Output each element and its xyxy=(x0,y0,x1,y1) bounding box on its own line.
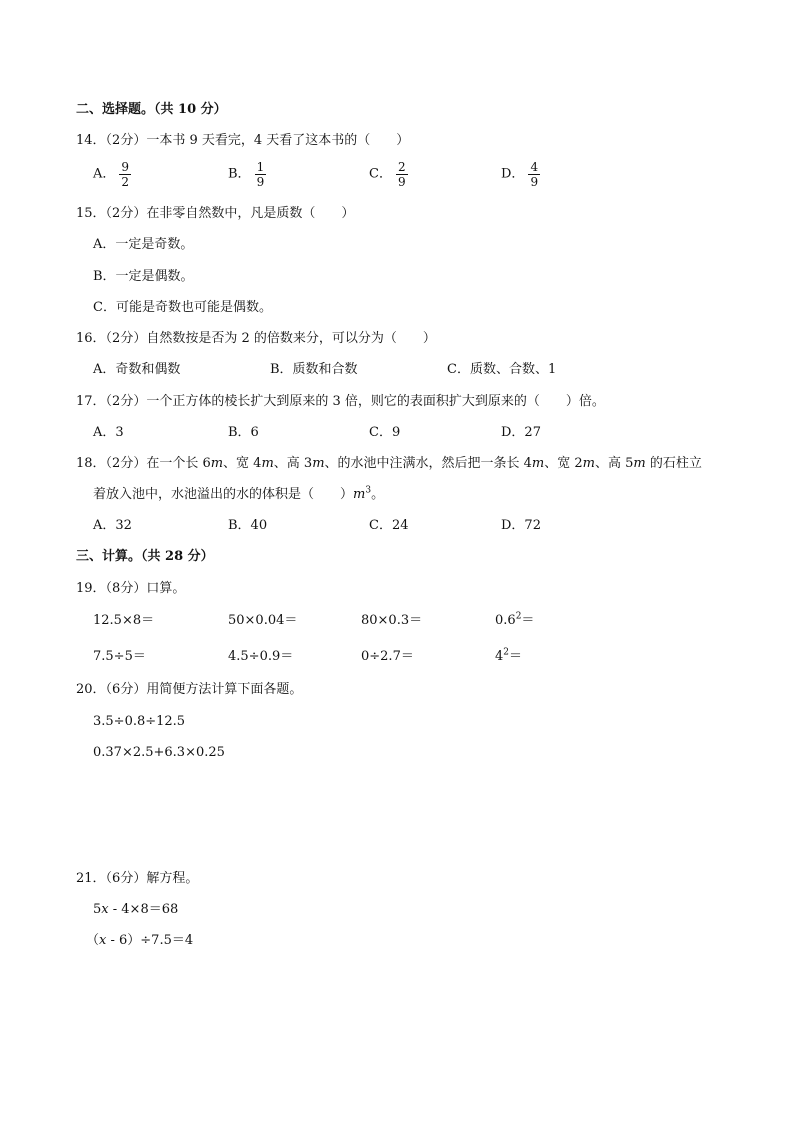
q15-option-b[interactable]: B．一定是偶数。 xyxy=(93,269,194,284)
stem-text: 的石柱立 xyxy=(645,456,702,471)
equation xyxy=(93,901,178,919)
q15-option-a[interactable]: A．一定是奇数。 xyxy=(93,237,194,252)
base: 4 xyxy=(495,649,504,664)
question-14-stem: 14．（2分）一本书 9 天看完，4 天看了这本书的（ ） xyxy=(76,133,410,148)
q14-option-c[interactable] xyxy=(369,160,408,189)
q18-option-c[interactable]: C．24 xyxy=(369,518,409,533)
q16-option-a[interactable]: A．奇数和偶数 xyxy=(93,362,181,377)
paren: （ xyxy=(86,933,100,948)
question-15-stem: 15．（2分）在非零自然数中，凡是质数（ ） xyxy=(76,206,355,221)
stem-text: 、高 5 xyxy=(594,456,634,471)
question-17-stem: 17．（2分）一个正方体的棱长扩大到原来的 3 倍，则它的表面积扩大到原来的（ ）倍。 xyxy=(76,394,605,409)
question-16-stem: 16．（2分）自然数按是否为 2 的倍数来分，可以分为（ ） xyxy=(76,331,436,346)
fraction xyxy=(119,160,131,189)
section-title: 二、选择题。（共 10 分） xyxy=(76,102,227,117)
stem-text: 、宽 4 xyxy=(223,456,262,471)
q17-option-a[interactable]: A．3 xyxy=(93,425,124,440)
mental-math-item xyxy=(495,648,522,666)
equation-rest: - 4×8＝68 xyxy=(108,902,179,917)
mental-math-item: 80×0.3＝ xyxy=(361,613,423,628)
numerator: 1 xyxy=(256,160,265,174)
fraction xyxy=(255,160,267,189)
mental-math-item: 0÷2.7＝ xyxy=(361,649,414,664)
option-label: B． xyxy=(228,166,251,182)
numerator: 2 xyxy=(397,160,406,174)
mental-math-item: 4.5÷0.9＝ xyxy=(228,649,294,664)
exponent: 2 xyxy=(503,647,510,658)
q17-option-c[interactable]: C．9 xyxy=(369,425,401,440)
option-label: C． xyxy=(369,166,392,182)
base: 0.6 xyxy=(495,613,516,628)
denominator: 2 xyxy=(121,175,130,189)
q16-option-b[interactable]: B．质数和合数 xyxy=(270,362,358,377)
numerator: 4 xyxy=(530,160,539,174)
q18-option-d[interactable]: D．72 xyxy=(501,518,541,533)
variable: x xyxy=(99,933,107,948)
q14-option-b[interactable] xyxy=(228,160,266,189)
calc-item: 0.37×2.5+6.3×0.25 xyxy=(93,745,225,760)
variable: x xyxy=(101,902,109,917)
unit: m xyxy=(582,456,595,471)
mental-math-item: 12.5×8＝ xyxy=(93,613,155,628)
denominator: 9 xyxy=(530,175,539,189)
q14-option-d[interactable] xyxy=(501,160,540,189)
question-21-stem: 21．（6分）解方程。 xyxy=(76,871,199,886)
exponent: 2 xyxy=(515,611,522,622)
stem-text: 、的水池中注满水，然后把一条长 4 xyxy=(324,456,532,471)
equation-rest: - 6）÷7.5＝4 xyxy=(106,933,194,948)
stem-text: 、宽 2 xyxy=(544,456,583,471)
calc-item: 3.5÷0.8÷12.5 xyxy=(93,714,186,729)
unit: m xyxy=(531,456,545,471)
stem-text: 18．（2分）在一个长 6 xyxy=(76,456,211,471)
option-label: A． xyxy=(93,166,116,182)
question-18-stem-line2 xyxy=(93,486,384,504)
numerator: 9 xyxy=(121,160,130,174)
coefficient: 5 xyxy=(93,902,102,917)
equals: ＝ xyxy=(509,649,523,664)
mental-math-item: 50×0.04＝ xyxy=(228,613,298,628)
stem-text: 、高 3 xyxy=(273,456,313,471)
q18-option-b[interactable]: B．40 xyxy=(228,518,268,533)
q16-option-c[interactable]: C．质数、合数、1 xyxy=(447,362,557,377)
q18-option-a[interactable]: A．32 xyxy=(93,518,132,533)
fraction xyxy=(396,160,408,189)
q14-option-a[interactable] xyxy=(93,160,131,189)
q17-option-d[interactable]: D．27 xyxy=(501,425,541,440)
option-label: D． xyxy=(501,166,525,182)
stem-text: 。 xyxy=(371,487,385,502)
question-19-stem: 19．（8分）口算。 xyxy=(76,581,186,596)
question-20-stem: 20．（6分）用简便方法计算下面各题。 xyxy=(76,682,303,697)
stem-text: 着放入池中，水池溢出的水的体积是（ ） xyxy=(93,487,354,502)
unit: m xyxy=(261,456,274,471)
denominator: 9 xyxy=(397,175,406,189)
mental-math-item: 7.5÷5＝ xyxy=(93,649,146,664)
mental-math-item xyxy=(495,612,534,630)
unit: m xyxy=(312,456,325,471)
equals: ＝ xyxy=(521,613,535,628)
unit: m xyxy=(210,456,224,471)
q15-option-c[interactable]: C．可能是奇数也可能是偶数。 xyxy=(93,300,272,315)
unit: m xyxy=(633,456,646,471)
unit: m xyxy=(353,487,366,502)
fraction xyxy=(528,160,540,189)
question-18-stem xyxy=(76,455,702,473)
equation xyxy=(86,932,193,950)
q17-option-b[interactable]: B．6 xyxy=(228,425,259,440)
exponent: 3 xyxy=(365,485,372,496)
section-title: 三、计算。（共 28 分） xyxy=(76,549,214,564)
denominator: 9 xyxy=(256,175,265,189)
